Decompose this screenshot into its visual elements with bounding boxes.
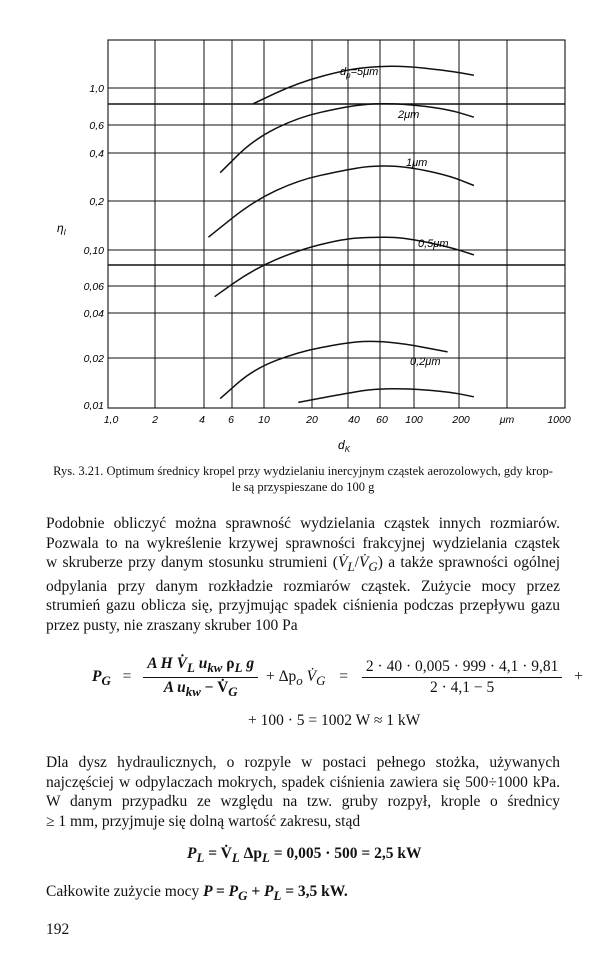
- x-tick-label: 1000: [547, 414, 571, 426]
- y-tick-label: 0,04: [83, 308, 104, 320]
- equation-pg-result: + 100 · 5 = 1002 W ≈ 1 kW: [248, 712, 421, 729]
- x-axis-label: $d_K$: [338, 438, 351, 454]
- y-tick-label: 0,06: [83, 281, 104, 293]
- plot-frame: [108, 40, 565, 408]
- efficiency-chart: [0, 0, 600, 460]
- y-tick-label: 0,6: [89, 120, 104, 132]
- chart-curves: [208, 66, 474, 402]
- paragraph-1: Podobnie obliczyć można sprawność wydzielania cząstek innych rozmiarów. Pozwala to na wykreślenie krzywej sprawności frakcyjnej wydzielania cząstek w skruberze przy danym stosunku strumieni $(V̇_L/V̇_G)$ a także sprawności ogólnej odpylania przy danym rozkładzie rozmiarów cząstek. Zużycie mocy przez strumień gazu oblicza się, przyjmując spadek ciśnienia podczas przepływu gazu przez pusty, nie zraszany skruber 100 Pa: [46, 515, 561, 635]
- y-axis-label: $\eta_I$: [57, 221, 66, 237]
- figure-caption: Rys. 3.21. Optimum średnicy kropel przy wydzielaniu inercyjnym cząstek aerozolowych, gdy krop- le są przyspieszane do 100 g: [53, 464, 553, 494]
- y-tick-labels: [84, 83, 105, 412]
- curve-label-02um: 0,2μm: [410, 356, 441, 368]
- x-tick-label: 2: [152, 414, 158, 426]
- paragraph-2: Dla dysz hydraulicznych, o rozpyle w postaci pełnego stożka, używanych najczęściej w odpylaczach mokrych, spadek ciśnienia zawiera się 500÷1000 kPa. W danym przypadku ze względu na tzw. gruby rozpył, krople o średnicy ≥ 1 mm, przyjmuje się dolną wartość zakresu, stąd: [46, 754, 560, 830]
- x-tick-label: 20: [306, 414, 318, 426]
- equation-pg-numeric-fraction: $\frac{2 \cdot 40 \cdot 0,005 \cdot 999 \cdot 4,1 \cdot 9,81}{2 \cdot 4,1 - 5}$: [362, 658, 562, 697]
- x-tick-label: 4: [199, 414, 205, 426]
- y-tick-label: 0,10: [83, 245, 104, 257]
- x-tick-label: 100: [405, 414, 423, 426]
- y-tick-label: 0,2: [89, 196, 104, 208]
- curve-label-1um: 1μm: [406, 157, 428, 169]
- x-tick-label: 40: [348, 414, 360, 426]
- equation-pg: $P_G$ = $\frac{A H V̇_L u_{kw} \rho_L g}{A u_{kw} - V̇_G}$ + $\Delta p_o$ $V̇_G$ = $\frac{2 \cdot 40 \cdot 0,005 \cdot 999 \cdot 4,1 \cdot 9,81}{2 \cdot 4,1 - 5}$ +: [92, 655, 583, 700]
- chart-grid: [108, 40, 565, 408]
- y-tick-label: 0,01: [83, 400, 104, 412]
- x-tick-label: 200: [452, 414, 470, 426]
- x-tick-label: 6: [228, 414, 234, 426]
- equation-pl: $P_L$ = $V̇_L$ $\Delta p_L = 0,005 \cdot 500 = 2,5$ kW: [187, 845, 422, 866]
- page-number: 192: [46, 921, 70, 938]
- x-tick-label: 1,0: [103, 414, 119, 426]
- total-power-line: Całkowite zużycie mocy $P = P_G + P_L = 3,5$ kW.: [46, 883, 348, 904]
- curve-label-dp5: $d_p=5\mu m$: [340, 66, 379, 80]
- x-tick-label: μm: [499, 414, 515, 426]
- x-tick-label: 10: [258, 414, 270, 426]
- curve-label-2um: 2μm: [398, 109, 420, 121]
- x-tick-label: 60: [376, 414, 388, 426]
- curve-series-1: [220, 104, 474, 173]
- equation-pg-symbolic-fraction: $\frac{A H V̇_L u_{kw} \rho_L g}{A u_{kw} - V̇_G}$: [143, 655, 258, 700]
- y-tick-label: 1,0: [89, 83, 104, 95]
- y-tick-label: 0,02: [83, 353, 104, 365]
- curve-label-05um: 0,5μm: [418, 238, 449, 250]
- curve-series-2: [208, 166, 474, 237]
- curve-series-5: [298, 389, 474, 403]
- y-tick-label: 0,4: [89, 148, 104, 160]
- x-tick-labels: [104, 414, 571, 426]
